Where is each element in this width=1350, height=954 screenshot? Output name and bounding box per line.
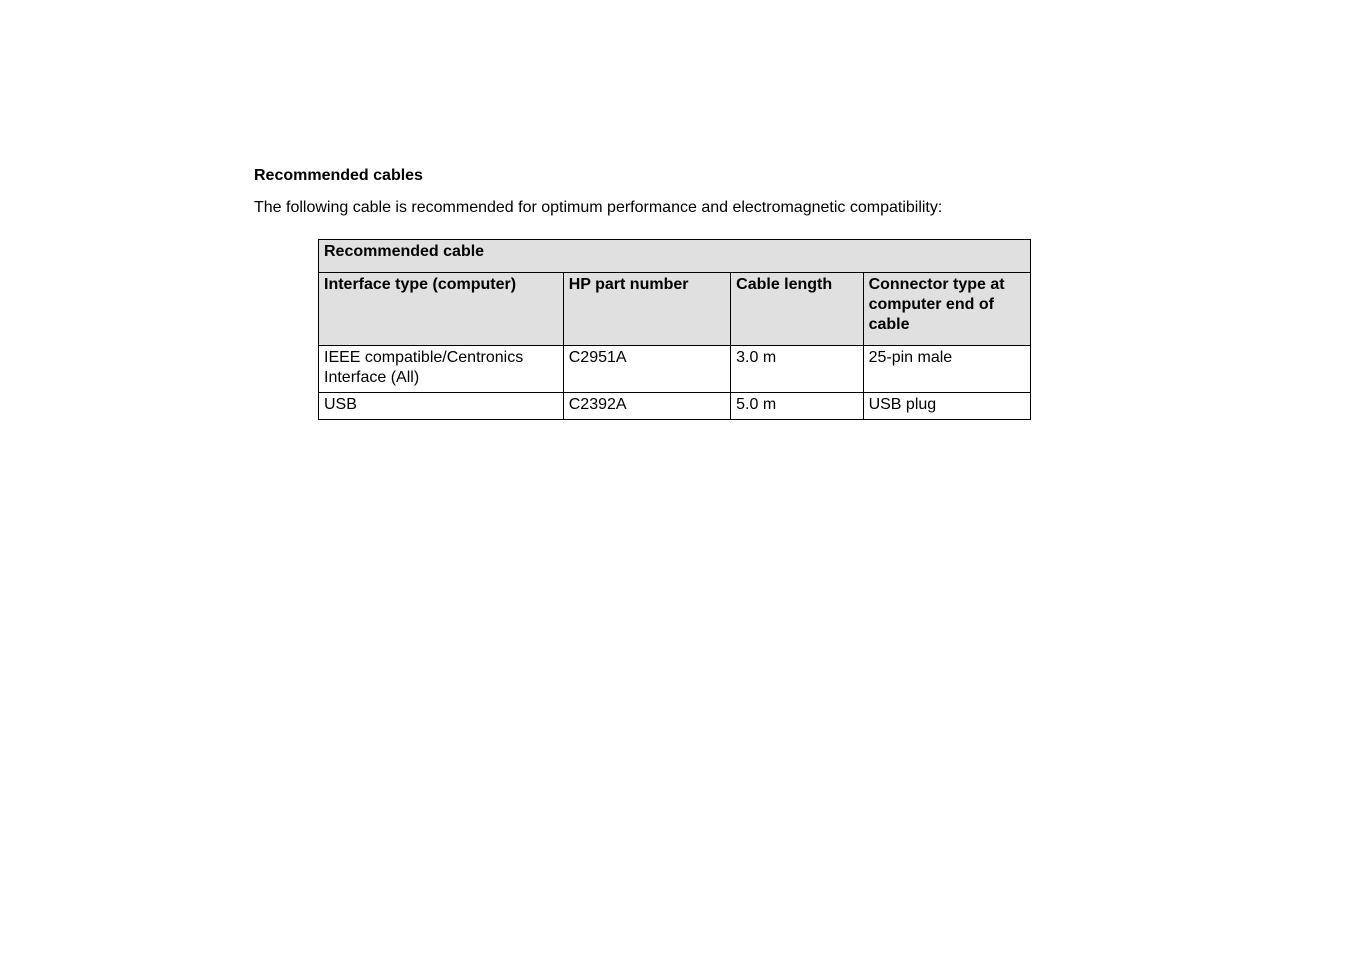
table-title: Recommended cable xyxy=(319,240,1031,273)
column-header-interface-type: Interface type (computer) xyxy=(319,273,564,346)
table-row xyxy=(319,346,1031,393)
cell-part-number: C2951A xyxy=(563,346,730,393)
cell-cable-length: 5.0 m xyxy=(731,393,863,420)
table-header-row xyxy=(319,273,1031,346)
table-row xyxy=(319,393,1031,420)
cell-connector-type: 25-pin male xyxy=(863,346,1030,393)
cell-interface-type: USB xyxy=(319,393,564,420)
section-heading: Recommended cables xyxy=(254,167,423,184)
cell-interface-type: IEEE compatible/Centronics Interface (All) xyxy=(319,346,564,393)
recommended-cable-table xyxy=(318,239,1031,420)
cell-part-number: C2392A xyxy=(563,393,730,420)
cell-connector-type: USB plug xyxy=(863,393,1030,420)
cell-cable-length: 3.0 m xyxy=(731,346,863,393)
column-header-connector-type: Connector type at computer end of cable xyxy=(863,273,1030,346)
table-title-row xyxy=(319,240,1031,273)
column-header-part-number: HP part number xyxy=(563,273,730,346)
column-header-cable-length: Cable length xyxy=(731,273,863,346)
intro-paragraph: The following cable is recommended for optimum performance and electromagnetic compatibility: xyxy=(254,199,943,216)
